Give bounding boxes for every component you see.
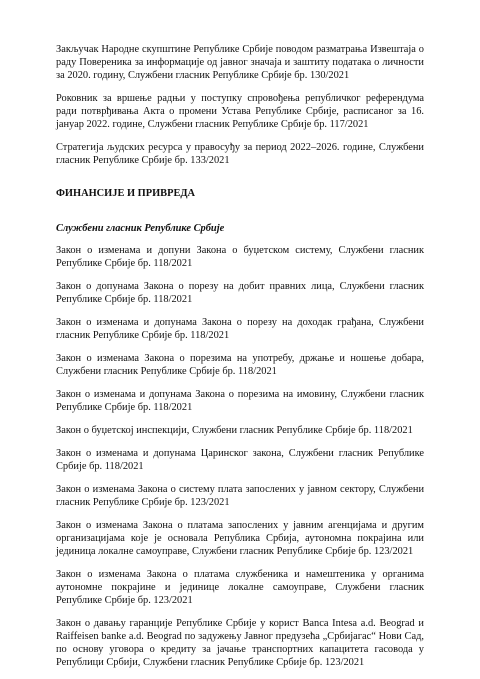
law-item-1: Закон о изменама и допуни Закона о буџетском систему, Службени гласник Републике Србије бр. 118/2021 xyxy=(56,245,424,269)
law-item-9: Закон о изменама Закона о платама запослених у јавним агенцијама и другим организацијама које је основала Република Србија, аутономна покрајина или јединица локалне самоуправе, Службени гласник Републике Србије бр. 123/2021 xyxy=(56,520,424,557)
section-heading: ФИНАНСИЈЕ И ПРИВРЕДА xyxy=(56,188,196,199)
law-item-11: Закон о давању гаранције Републике Србије у корист Banca Intesa a.d. Beograd и Raiffeisen banke a.d. Beograd по задужењу Јавног предузећа „Србијагас“ Нови Сад, по основу уговора о кредиту за јачање транспортних капацитета гасовода у Републици Србији, Службени гласник Републике Србије бр. 123/2021 xyxy=(56,618,424,668)
law-item-7: Закон о изменама и допунама Царинског закона, Службени гласник Републике Србије бр. 118/2021 xyxy=(56,448,424,472)
intro-item-3: Стратегија људских ресурса у правосуђу за период 2022–2026. године, Службени гласник Републике Србије бр. 133/2021 xyxy=(56,142,424,166)
intro-item-1: Закључак Народне скупштине Републике Србије поводом разматрања Извештаја о раду Повереника за информације од јавног значаја и заштиту података о личности за 2020. годину, Службени гласник Републике Србије бр. 130/2021 xyxy=(56,44,424,81)
intro-item-2: Роковник за вршење радњи у поступку спровођења републичког референдума ради потврђивања Акта о промени Устава Републике Србије, расписаног за 16. јануар 2022. године, Службени гласник Републике Србије бр. 117/2021 xyxy=(56,93,424,130)
law-item-4: Закон о изменама Закона о порезима на употребу, држање и ношење добара, Службени гласник Републике Србије бр. 118/2021 xyxy=(56,353,424,377)
law-item-5: Закон о изменама и допунама Закона о порезима на имовину, Службени гласник Републике Србије бр. 118/2021 xyxy=(56,389,424,413)
section-subheading: Службени гласник Републике Србије xyxy=(56,223,225,234)
law-item-6: Закон о буџетској инспекцији, Службени гласник Републике Србије бр. 118/2021 xyxy=(56,425,413,436)
law-item-2: Закон о допунама Закона о порезу на добит правних лица, Службени гласник Републике Србије бр. 118/2021 xyxy=(56,281,424,305)
law-item-3: Закон о изменама и допунама Закона о порезу на доходак грађана, Службени гласник Републике Србије бр. 118/2021 xyxy=(56,317,424,341)
law-item-10: Закон о изменама Закона о платама службеника и намештеника у органима аутономне покрајине и јединице локалне самоуправе, Службени гласник Републике Србије бр. 123/2021 xyxy=(56,569,424,606)
law-item-8: Закон о изменама Закона о систему плата запослених у јавном сектору, Службени гласник Републике Србије бр. 123/2021 xyxy=(56,484,424,508)
